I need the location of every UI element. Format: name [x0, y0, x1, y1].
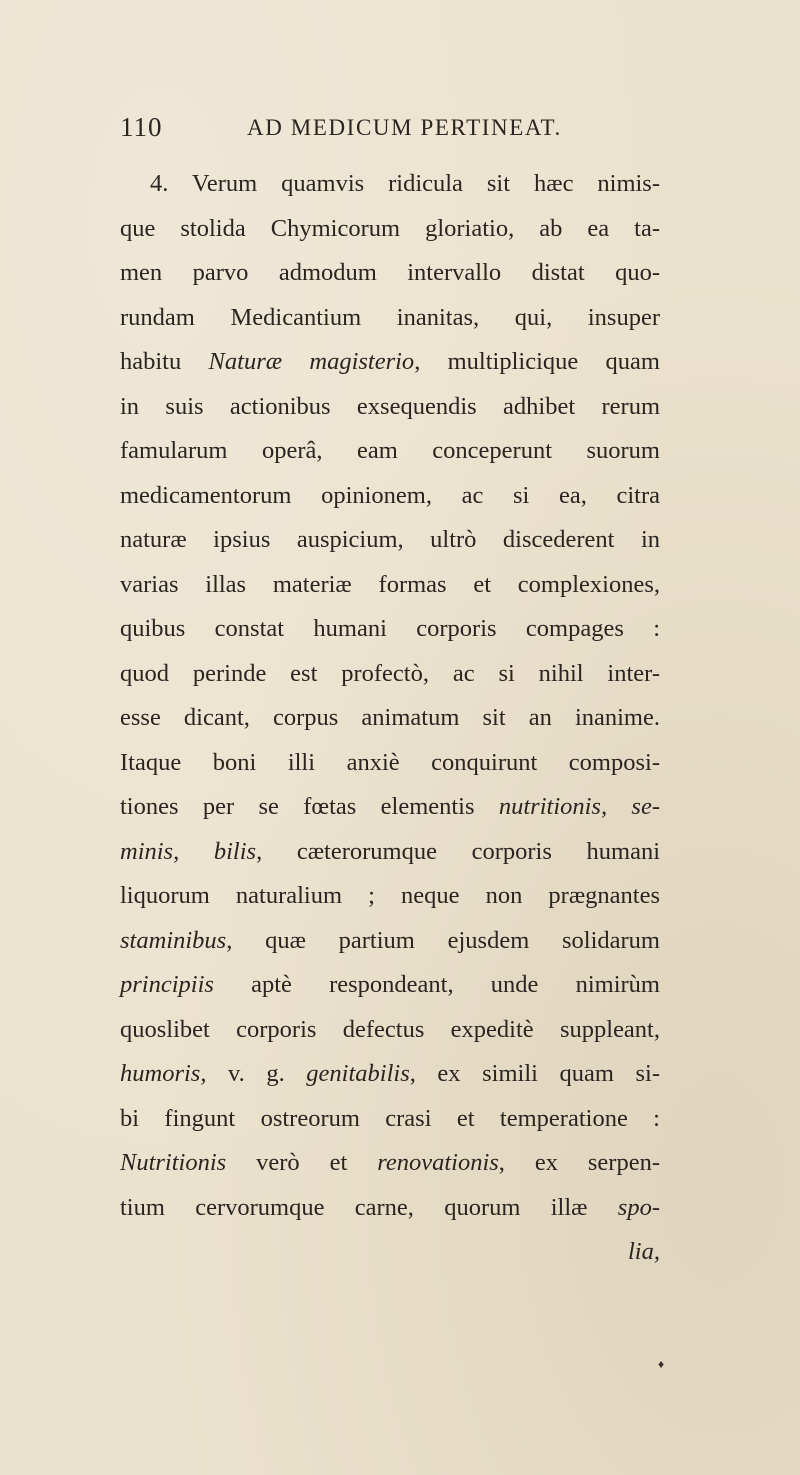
text-line	[120, 251, 660, 296]
text-line	[120, 518, 660, 563]
text-line	[120, 207, 660, 252]
text-line	[120, 1052, 660, 1097]
italic-text: lia,	[628, 1238, 660, 1265]
text-span: famularum operâ, eam conceperunt suorum	[120, 437, 660, 464]
italic-text: minis, bilis	[120, 837, 257, 865]
text-span: , ex serpen-	[498, 1149, 660, 1176]
text-line	[120, 1186, 660, 1231]
text-line	[120, 652, 660, 697]
italic-text: Naturæ magisterio	[208, 348, 415, 375]
text-span: varias illas materiæ formas et complexiones,	[120, 570, 660, 598]
text-line	[120, 1141, 660, 1186]
text-span: tium cervorumque carne, quorum illæ	[120, 1193, 618, 1221]
body-paragraph	[120, 162, 660, 1275]
italic-text: nutritionis, se-	[498, 793, 660, 820]
text-line	[120, 741, 660, 786]
text-span: liquorum naturalium ; neque non prægnantes	[120, 882, 660, 909]
italic-text: renovationis	[377, 1149, 499, 1176]
text-span: tiones per se fœtas elementis	[120, 793, 499, 820]
text-line	[120, 696, 660, 741]
text-line	[120, 340, 660, 385]
page-number: 110	[120, 112, 163, 142]
text-line	[120, 830, 660, 875]
text-line	[120, 607, 660, 652]
text-span: men parvo admodum intervallo distat quo-	[120, 259, 660, 286]
text-span: in suis actionibus exsequendis adhibet rerum	[120, 392, 660, 420]
text-span: , cæterorumque corporis humani	[256, 837, 661, 865]
text-span: , quæ partium ejusdem solidarum	[226, 926, 660, 954]
printer-mark: ♦	[658, 1357, 665, 1371]
text-span: medicamentorum opinionem, ac si ea, citra	[120, 481, 660, 509]
text-span: Itaque boni illi anxiè conquirunt composi-	[120, 748, 660, 776]
text-span: verò et	[226, 1149, 378, 1176]
page-header	[120, 112, 680, 152]
text-span: , ex simili quam si-	[409, 1060, 660, 1087]
text-line	[120, 963, 660, 1008]
italic-text: spo-	[617, 1193, 660, 1221]
text-span: naturæ ipsius auspicium, ultrò discederent in	[120, 526, 660, 553]
italic-text: principiis	[120, 971, 214, 998]
text-line	[120, 429, 660, 474]
italic-text: genitabilis	[306, 1060, 410, 1087]
text-span: quoslibet corporis defectus expeditè suppleant,	[120, 1015, 660, 1043]
italic-text: staminibus	[120, 926, 227, 954]
text-span: , multipliciquе quam	[414, 348, 660, 375]
text-line	[120, 296, 660, 341]
text-line	[120, 162, 660, 207]
text-span: bi fingunt ostreorum crasi et temperatione :	[120, 1104, 660, 1132]
text-span: , v. g.	[200, 1060, 307, 1087]
text-span: rundam Medicantium inanitas, qui, insuper	[120, 303, 660, 331]
text-line	[120, 874, 660, 919]
text-line	[120, 474, 660, 519]
text-span: que stolida Chymicorum gloriatio, ab ea ta-	[120, 214, 660, 242]
running-head: AD MEDICUM PERTINEAT.	[247, 115, 562, 140]
text-line	[120, 919, 660, 964]
text-span: quod perinde est profectò, ac si nihil inter-	[120, 659, 660, 687]
italic-text: Nutritionis	[120, 1149, 227, 1176]
text-line	[120, 785, 660, 830]
text-line	[120, 563, 660, 608]
text-line	[120, 1230, 660, 1275]
text-span: quibus constat humani corporis compages :	[120, 615, 660, 642]
text-line	[120, 385, 660, 430]
text-span: 4. Verum quamvis ridicula sit hæc nimis-	[150, 170, 660, 197]
text-span: aptè respondeant, unde nimirùm	[213, 971, 660, 998]
text-line	[120, 1097, 660, 1142]
text-line	[120, 1008, 660, 1053]
text-span: esse dicant, corpus animatum sit an inanime.	[120, 704, 660, 731]
text-span: habitu	[120, 348, 209, 375]
italic-text: humoris	[120, 1060, 201, 1087]
